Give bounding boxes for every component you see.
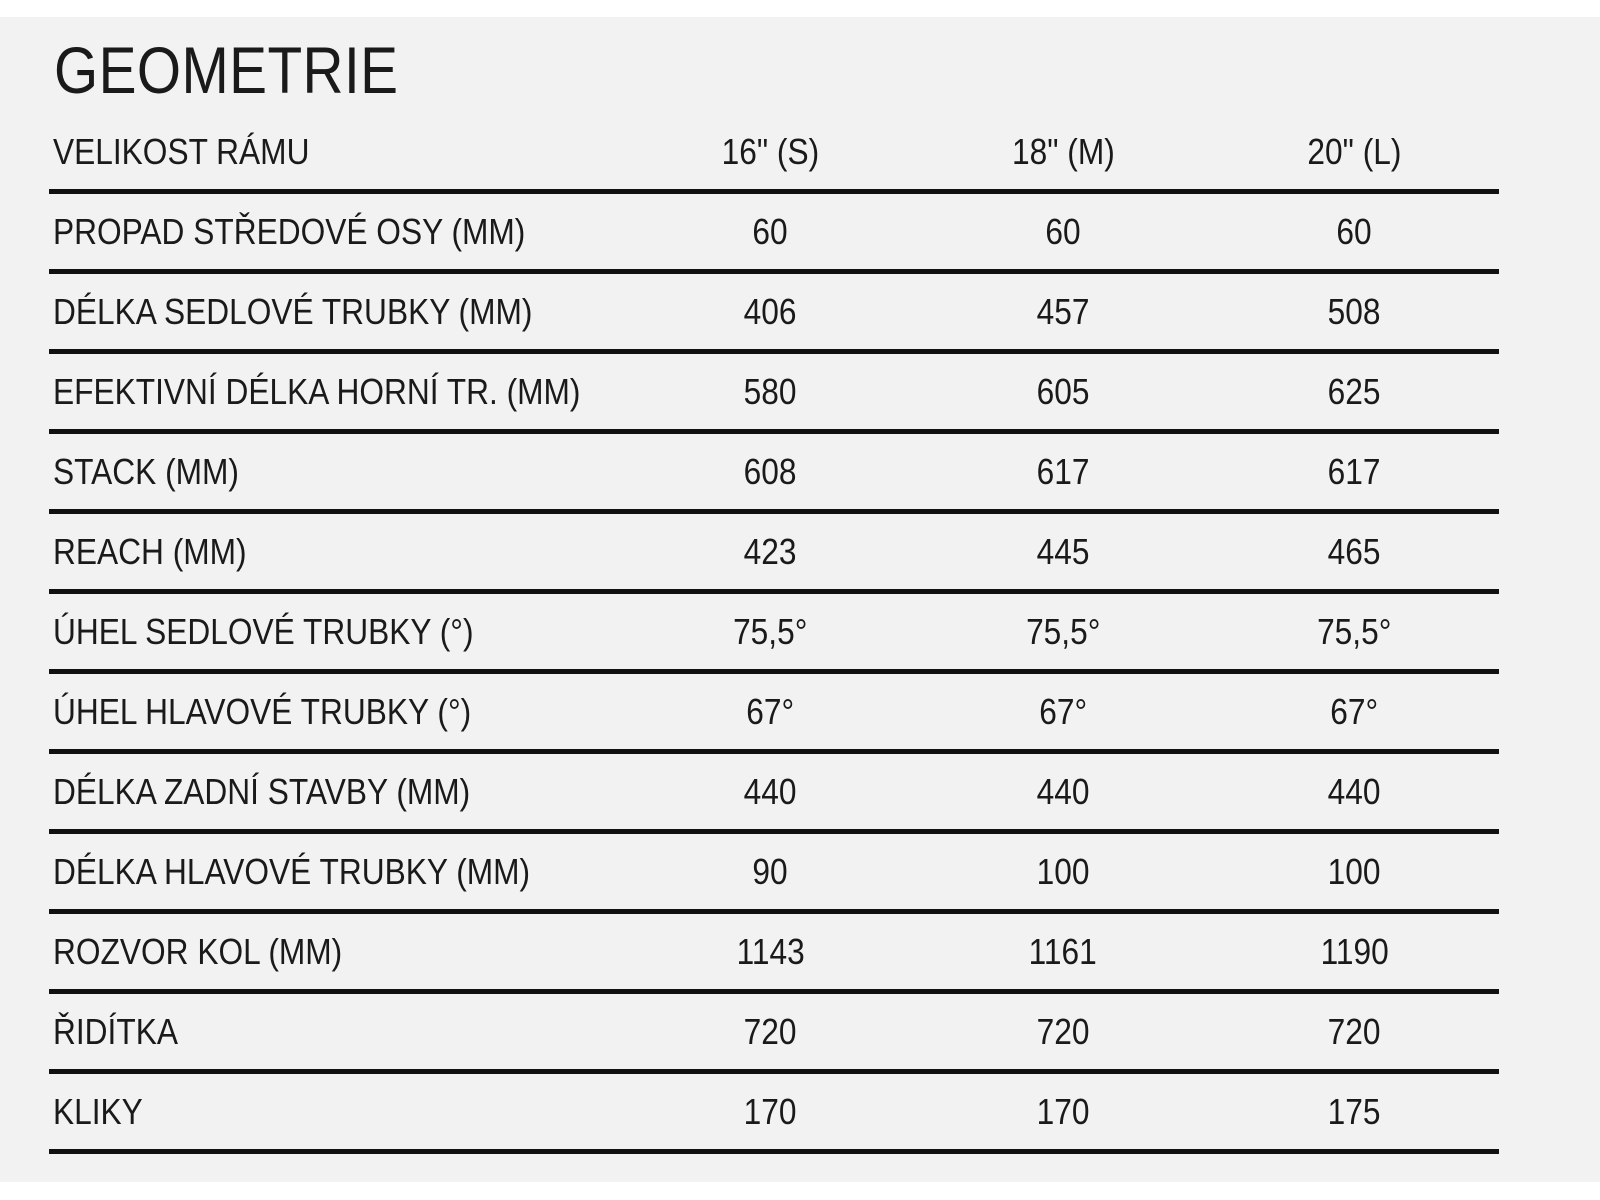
value-s: 90 bbox=[625, 832, 916, 912]
row-label: PROPAD STŘEDOVÉ OSY (MM) bbox=[49, 192, 625, 272]
value-m: 720 bbox=[916, 992, 1210, 1072]
value-m: 457 bbox=[916, 272, 1210, 352]
table-row bbox=[49, 512, 1499, 592]
table-row bbox=[49, 192, 1499, 272]
value-m: 67° bbox=[916, 672, 1210, 752]
value-l: 100 bbox=[1210, 832, 1499, 912]
value-m: 605 bbox=[916, 352, 1210, 432]
value-l: 440 bbox=[1210, 752, 1499, 832]
value-m: 60 bbox=[916, 192, 1210, 272]
size-header-m: 18" (M) bbox=[916, 115, 1210, 192]
row-label: EFEKTIVNÍ DÉLKA HORNÍ TR. (MM) bbox=[49, 352, 625, 432]
table-header bbox=[49, 115, 1499, 192]
row-label: STACK (MM) bbox=[49, 432, 625, 512]
value-s: 720 bbox=[625, 992, 916, 1072]
value-l: 60 bbox=[1210, 192, 1499, 272]
row-label: ROZVOR KOL (MM) bbox=[49, 912, 625, 992]
table-row bbox=[49, 672, 1499, 752]
value-l: 617 bbox=[1210, 432, 1499, 512]
value-l: 465 bbox=[1210, 512, 1499, 592]
size-header-l: 20" (L) bbox=[1210, 115, 1499, 192]
value-m: 100 bbox=[916, 832, 1210, 912]
value-s: 1143 bbox=[625, 912, 916, 992]
row-label: DÉLKA SEDLOVÉ TRUBKY (MM) bbox=[49, 272, 625, 352]
header-row bbox=[49, 115, 1499, 192]
value-m: 75,5° bbox=[916, 592, 1210, 672]
value-m: 1161 bbox=[916, 912, 1210, 992]
table-row bbox=[49, 272, 1499, 352]
table-row bbox=[49, 992, 1499, 1072]
value-s: 580 bbox=[625, 352, 916, 432]
value-s: 440 bbox=[625, 752, 916, 832]
row-label: ÚHEL SEDLOVÉ TRUBKY (°) bbox=[49, 592, 625, 672]
table-row bbox=[49, 1072, 1499, 1152]
value-l: 67° bbox=[1210, 672, 1499, 752]
value-s: 423 bbox=[625, 512, 916, 592]
table-body bbox=[49, 192, 1499, 1152]
value-l: 508 bbox=[1210, 272, 1499, 352]
value-l: 75,5° bbox=[1210, 592, 1499, 672]
value-s: 170 bbox=[625, 1072, 916, 1152]
value-s: 67° bbox=[625, 672, 916, 752]
table-row bbox=[49, 912, 1499, 992]
table-row bbox=[49, 752, 1499, 832]
row-label: REACH (MM) bbox=[49, 512, 625, 592]
page-title: GEOMETRIE bbox=[54, 33, 399, 107]
value-s: 608 bbox=[625, 432, 916, 512]
row-label: ŘIDÍTKA bbox=[49, 992, 625, 1072]
frame-size-header: VELIKOST RÁMU bbox=[49, 115, 625, 192]
value-m: 445 bbox=[916, 512, 1210, 592]
row-label: DÉLKA HLAVOVÉ TRUBKY (MM) bbox=[49, 832, 625, 912]
size-header-s: 16" (S) bbox=[625, 115, 916, 192]
geometry-table bbox=[49, 115, 1499, 1154]
table-row bbox=[49, 592, 1499, 672]
value-m: 617 bbox=[916, 432, 1210, 512]
row-label: KLIKY bbox=[49, 1072, 625, 1152]
value-l: 720 bbox=[1210, 992, 1499, 1072]
value-l: 1190 bbox=[1210, 912, 1499, 992]
row-label: DÉLKA ZADNÍ STAVBY (MM) bbox=[49, 752, 625, 832]
geometry-panel bbox=[0, 17, 1600, 1182]
value-l: 625 bbox=[1210, 352, 1499, 432]
value-m: 170 bbox=[916, 1072, 1210, 1152]
table-row bbox=[49, 832, 1499, 912]
table-row bbox=[49, 352, 1499, 432]
row-label: ÚHEL HLAVOVÉ TRUBKY (°) bbox=[49, 672, 625, 752]
table-row bbox=[49, 432, 1499, 512]
value-s: 75,5° bbox=[625, 592, 916, 672]
value-s: 60 bbox=[625, 192, 916, 272]
value-m: 440 bbox=[916, 752, 1210, 832]
value-s: 406 bbox=[625, 272, 916, 352]
value-l: 175 bbox=[1210, 1072, 1499, 1152]
